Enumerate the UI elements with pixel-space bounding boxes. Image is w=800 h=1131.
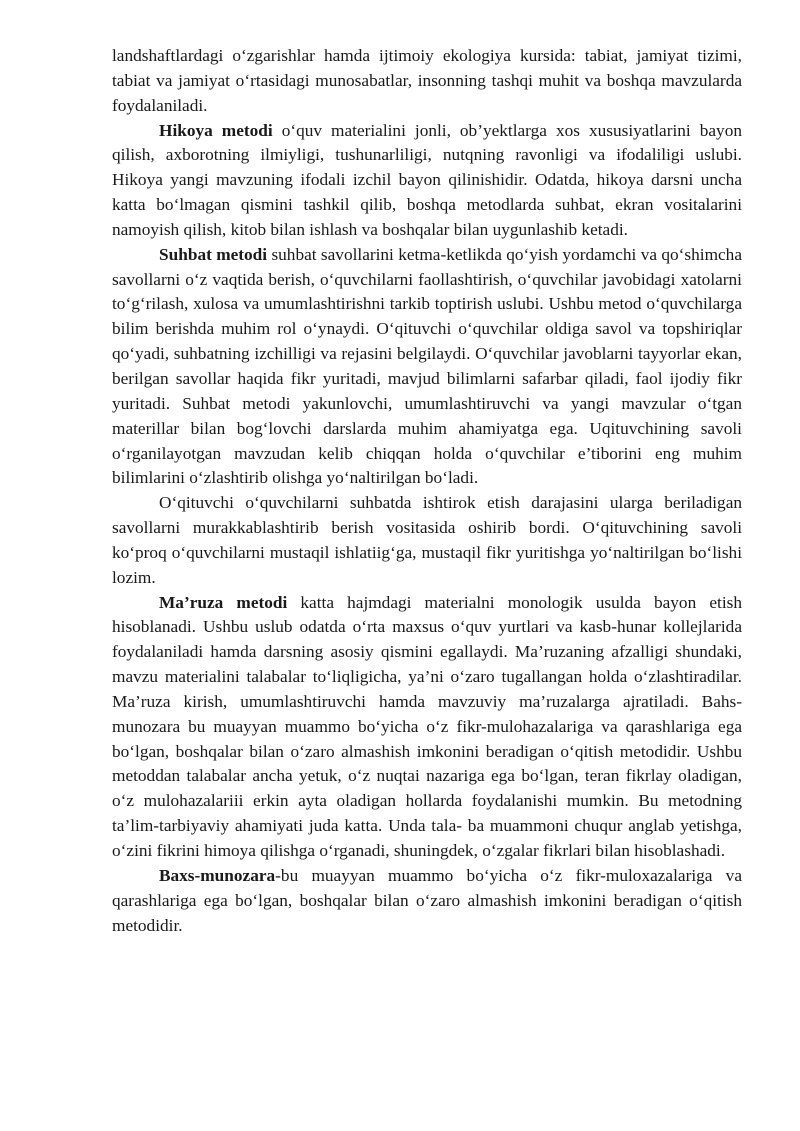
paragraph-text: -bu muayyan muammo bo‘yicha o‘z fikr-muloxazalariga va qarashlariga ega bo‘lgan, boshqalar bilan o‘zaro almashish imkonini beradigan o‘qitish metodidir.: [112, 865, 742, 935]
paragraph-suhbat-metodi: [112, 243, 742, 491]
paragraph-text: o‘quv materialini jonli, ob’yektlarga xos xususiyatlarini bayon qilish, axborotning ilmiyligi, tushunarliligi, nutqning ravonligi va ifodaliligi uslubi. Hikoya yangi mavzuning ifodali izchil bayon qilinishidir. Odatda, hikoya darsni uncha katta bo‘lmagan qismini tashkil qilib, boshqa metodlarda suhbat, ekran vositalarini namoyish qilish, kitob bilan ishlash va boshqalar bilan uygunlashib ketadi.: [112, 120, 742, 239]
term-hikoya-metodi: Hikoya metodi: [159, 120, 273, 140]
paragraph-text: landshaftlardagi o‘zgarishlar hamda ijtimoiy ekologiya kursida: tabiat, jamiyat tizimi, tabiat va jamiyat o‘rtasidagi munosabatlar, insonning tashqi muhit va boshqa mavzularda foydalaniladi.: [112, 46, 742, 115]
paragraph-hikoya-metodi: [112, 119, 742, 243]
paragraph-continuation: [112, 44, 742, 119]
term-maruza-metodi: Ma’ruza metodi: [159, 592, 288, 612]
paragraph-maruza-metodi: [112, 591, 742, 864]
paragraph-oqituvchi: [112, 491, 742, 590]
term-suhbat-metodi: Suhbat metodi: [159, 244, 268, 264]
paragraph-text: O‘qituvchi o‘quvchilarni suhbatda ishtirok etish darajasini ularga beriladigan savollarni murakkablashtirib berish vositasida oshirib bordi. O‘qituvchining savoli ko‘proq o‘quvchilarni mustaqil ishlatiig‘ga, mustaqil fikr yuritishga yo‘naltirilgan bo‘lishi lozim.: [112, 493, 742, 587]
paragraph-text: suhbat savollarini ketma-ketlikda qo‘yish yordamchi va qo‘shimcha savollarni o‘z vaqtida berish, o‘quvchilarni faollashtirish, o‘quvchilar javobidagi xatolarni to‘g‘rilash, xulosa va umumlashtirishni tarkib toptirish uslubi. Ushbu metod o‘quvchilarga bilim berishda muhim rol o‘ynaydi. O‘qituvchi o‘quvchilar oldiga savol va topshiriqlar qo‘yadi, suhbatning izchilligi va rejasini belgilaydi. O‘quvchilar javoblarni tayyorlar ekan, berilgan savollar haqida fikr yuritadi, mavjud bilimlarni safarbar qiladi, faol ijodiy fikr yuritadi. Suhbat metodi yakunlovchi, umumlashtiruvchi va yangi mavzular o‘tgan materillar bilan bog‘lovchi darslarda muhim ahamiyatga ega. Uqituvchining savoli o‘rganilayotgan mavzudan kelib chiqqan holda o‘quvchilar e’tiborini eng muhim bilimlarini o‘zlashtirib olishga yo‘naltirilgan bo‘ladi.: [112, 244, 742, 488]
paragraph-baxs-munozara: [112, 864, 742, 939]
term-baxs-munozara: Baxs-munozara: [159, 865, 276, 885]
document-page: [112, 44, 742, 938]
paragraph-text: katta hajmdagi materialni monologik usulda bayon etish hisoblanadi. Ushbu uslub odatda o‘rta maxsus o‘quv yurtlari va kasb-hunar kollejlarida foydalaniladi hamda darsning asosiy qismini egallaydi. Ma’ruzaning afzalligi shundaki, mavzu materialini talabalar to‘liqligicha, ya’ni o‘zaro tugallangan holda o‘zlashtiradilar. Ma’ruza kirish, umumlashtiruvchi hamda mavzuviy ma’ruzalarga ajratiladi. Bahs-munozara bu muayyan muammo bo‘yicha o‘z fikr-mulohazalariga va qarashlariga ega bo‘lgan, boshqalar bilan o‘zaro almashish imkonini beradigan o‘qitish metodidir. Ushbu metoddan talabalar ancha yetuk, o‘z nuqtai nazariga ega bo‘lgan, teran fikrlay oladigan, o‘z mulohazalariii erkin ayta oladigan hollarda foydalanishi mumkin. Bu metodning ta’lim-tarbiyaviy ahamiyati juda katta. Unda tala- ba muammoni chuqur anglab yetishga, o‘zini fikrini himoya qilishga o‘rganadi, shuningdek, o‘zgalar fikrlari bilan hisoblashadi.: [112, 592, 742, 860]
